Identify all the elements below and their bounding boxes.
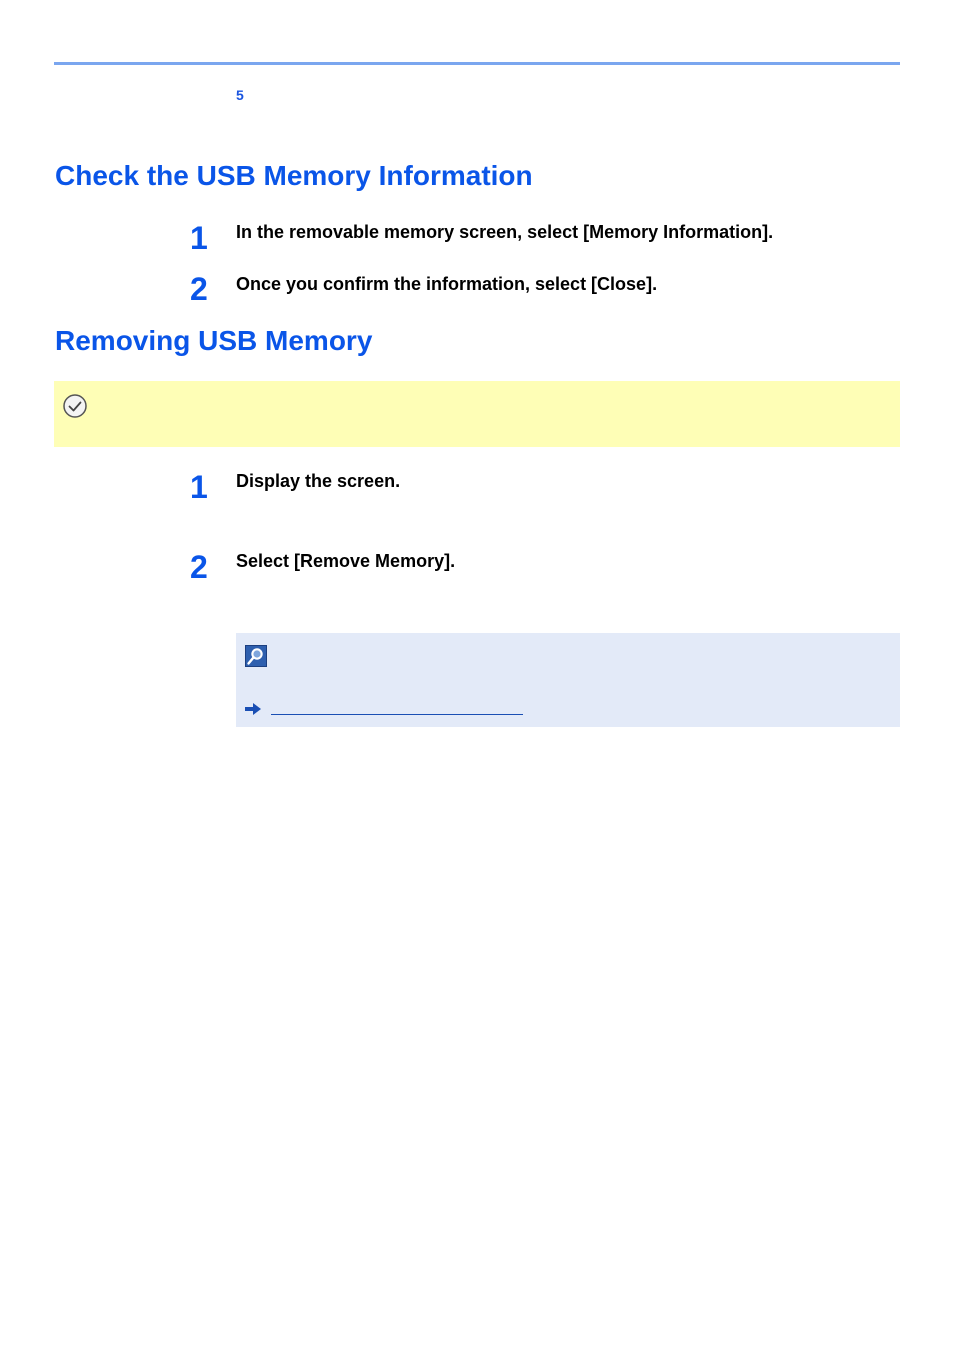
check-circle-icon xyxy=(62,393,88,419)
step-number: 1 xyxy=(190,220,208,256)
step-number: 2 xyxy=(190,549,208,585)
reference-link[interactable] xyxy=(271,697,523,715)
step-number: 2 xyxy=(190,271,208,307)
chapter-number: 5 xyxy=(236,87,244,103)
step-text: Display the screen. xyxy=(236,471,401,491)
arrow-right-icon xyxy=(245,703,261,715)
important-box xyxy=(54,381,900,447)
section-title-usb-info: Check the USB Memory Information xyxy=(55,160,533,191)
step-text: Once you confirm the information, select [Close]. xyxy=(236,274,658,294)
note-box xyxy=(236,633,900,727)
step-number: 1 xyxy=(190,469,208,505)
section-title-removing-usb: Removing USB Memory xyxy=(55,325,373,356)
header-rule xyxy=(54,62,900,65)
step-text: Select [Remove Memory]. xyxy=(236,551,456,571)
note-magnifier-icon xyxy=(245,645,267,667)
step-text: In the removable memory screen, select [Memory Information]. xyxy=(236,222,774,242)
